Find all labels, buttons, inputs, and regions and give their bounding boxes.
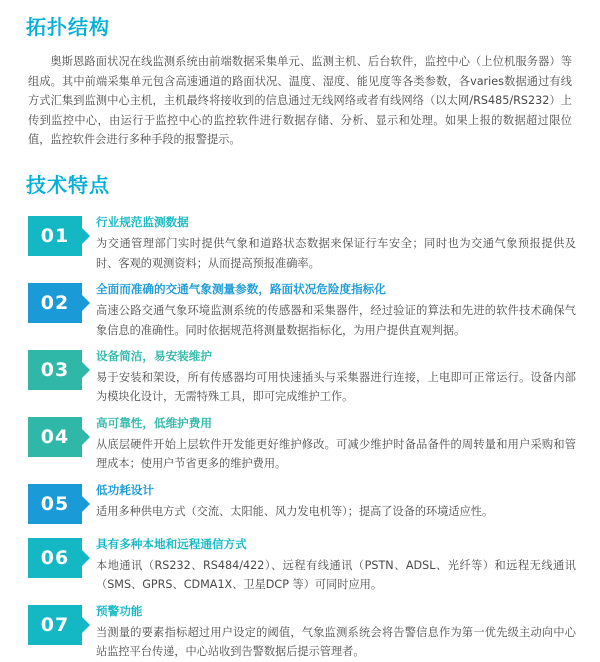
feature-body [86,601,576,662]
feature-number: 04 [40,425,70,448]
feature-text: 易于安装和架设，所有传感器均可用快速插头与采集器进行连接，上电即可正常运行。设备内部为模块化设计，无需特殊工具，即可完成维护工作。 [96,371,576,404]
feature-text: 本地通讯（RS232、RS484/422）、远程有线通讯（PSTN、ADSL、光纤等）和远程无线通讯（SMS、GPRS、CDMA1X、卫星DCP 等）可同时应用。 [96,559,576,592]
feature-body [86,212,576,273]
feature-number-badge [28,538,82,578]
feature-number-badge [28,417,82,457]
feature-number-badge [28,484,82,524]
feature-number-badge [28,605,82,645]
feature-heading: 全面而准确的交通气象测量参数，路面状况危险度指标化 [96,281,386,296]
list-item [24,346,576,407]
feature-number-wrap [24,601,86,662]
page-title-topology: 拓扑结构 [26,15,110,39]
feature-number-wrap [24,480,86,528]
feature-number: 03 [40,358,70,381]
feature-body [86,279,576,340]
list-item [24,534,576,595]
page-title-features: 技术特点 [26,172,110,197]
feature-body [86,534,576,595]
feature-text: 适用多种供电方式（交流、太阳能、风力发电机等）；提高了设备的环境适应性。 [96,505,494,519]
feature-number-wrap [24,212,86,273]
list-item [24,480,576,528]
feature-number-wrap [24,346,86,407]
feature-number: 02 [40,291,70,314]
feature-body [86,413,576,474]
feature-heading: 设备简洁，易安装维护 [96,348,212,363]
feature-text: 为交通管理部门实时提供气象和道路状态数据来保证行车安全；同时也为交通气象预报提供及时、客观的观测资料；从而提高预报准确率。 [96,237,576,270]
feature-number: 05 [40,492,70,515]
feature-heading: 行业规范监测数据 [96,214,189,229]
feature-number: 06 [40,546,70,569]
list-item [24,413,576,474]
feature-text: 从底层硬件开始上层软件开发能更好维护修改。可减少维护时备品备件的周转量和用户采购和管理成本；使用户节省更多的维护费用。 [96,438,576,471]
feature-number: 07 [40,613,70,636]
document-page [0,14,600,659]
feature-text: 高速公路交通气象环境监测系统的传感器和采集器件，经过验证的算法和先进的软件技术确保气象信息的准确性。同时依据规范将测量数据指标化，为用户提供直观判据。 [96,304,576,337]
feature-heading: 预警功能 [96,603,143,618]
feature-number-wrap [24,279,86,340]
feature-number-wrap [24,534,86,595]
feature-number-wrap [24,413,86,474]
list-item [24,279,576,340]
feature-text: 当测量的要素指标超过用户设定的阈值，气象监测系统会将告警信息作为第一优先级主动向中心站监控平台传递，中心站收到告警数据后提示管理者。 [96,625,576,659]
feature-number-badge [28,283,82,323]
feature-heading: 低功耗设计 [96,482,154,497]
feature-number: 01 [40,224,70,247]
feature-body [86,480,576,528]
list-item [24,212,576,273]
list-item [24,601,576,662]
feature-heading: 具有多种本地和远程通信方式 [96,536,247,551]
feature-list [18,212,582,662]
feature-heading: 高可靠性，低维护费用 [96,415,212,430]
feature-number-badge [28,216,82,256]
feature-body [86,346,576,407]
feature-number-badge [28,350,82,390]
topology-paragraph: 奥斯恩路面状况在线监测系统由前端数据采集单元、监测主机、后台软件，监控中心（上位机服务器）等组成。其中前端采集单元包含高速通道的路面状况、温度、湿度、能见度等各类参数，各varies数据通过有线方式汇集到监测中心主机，主机最终将接收到的信息通过无线网络或者有线网络（以太网/RS485/RS232）上传到监控中心，由运行于监控中心的监控软件进行数据存储、分析、显示和处理。如果上报的数据超过限位值，监控软件会进行多种手段的报警提示。 [28,55,572,147]
